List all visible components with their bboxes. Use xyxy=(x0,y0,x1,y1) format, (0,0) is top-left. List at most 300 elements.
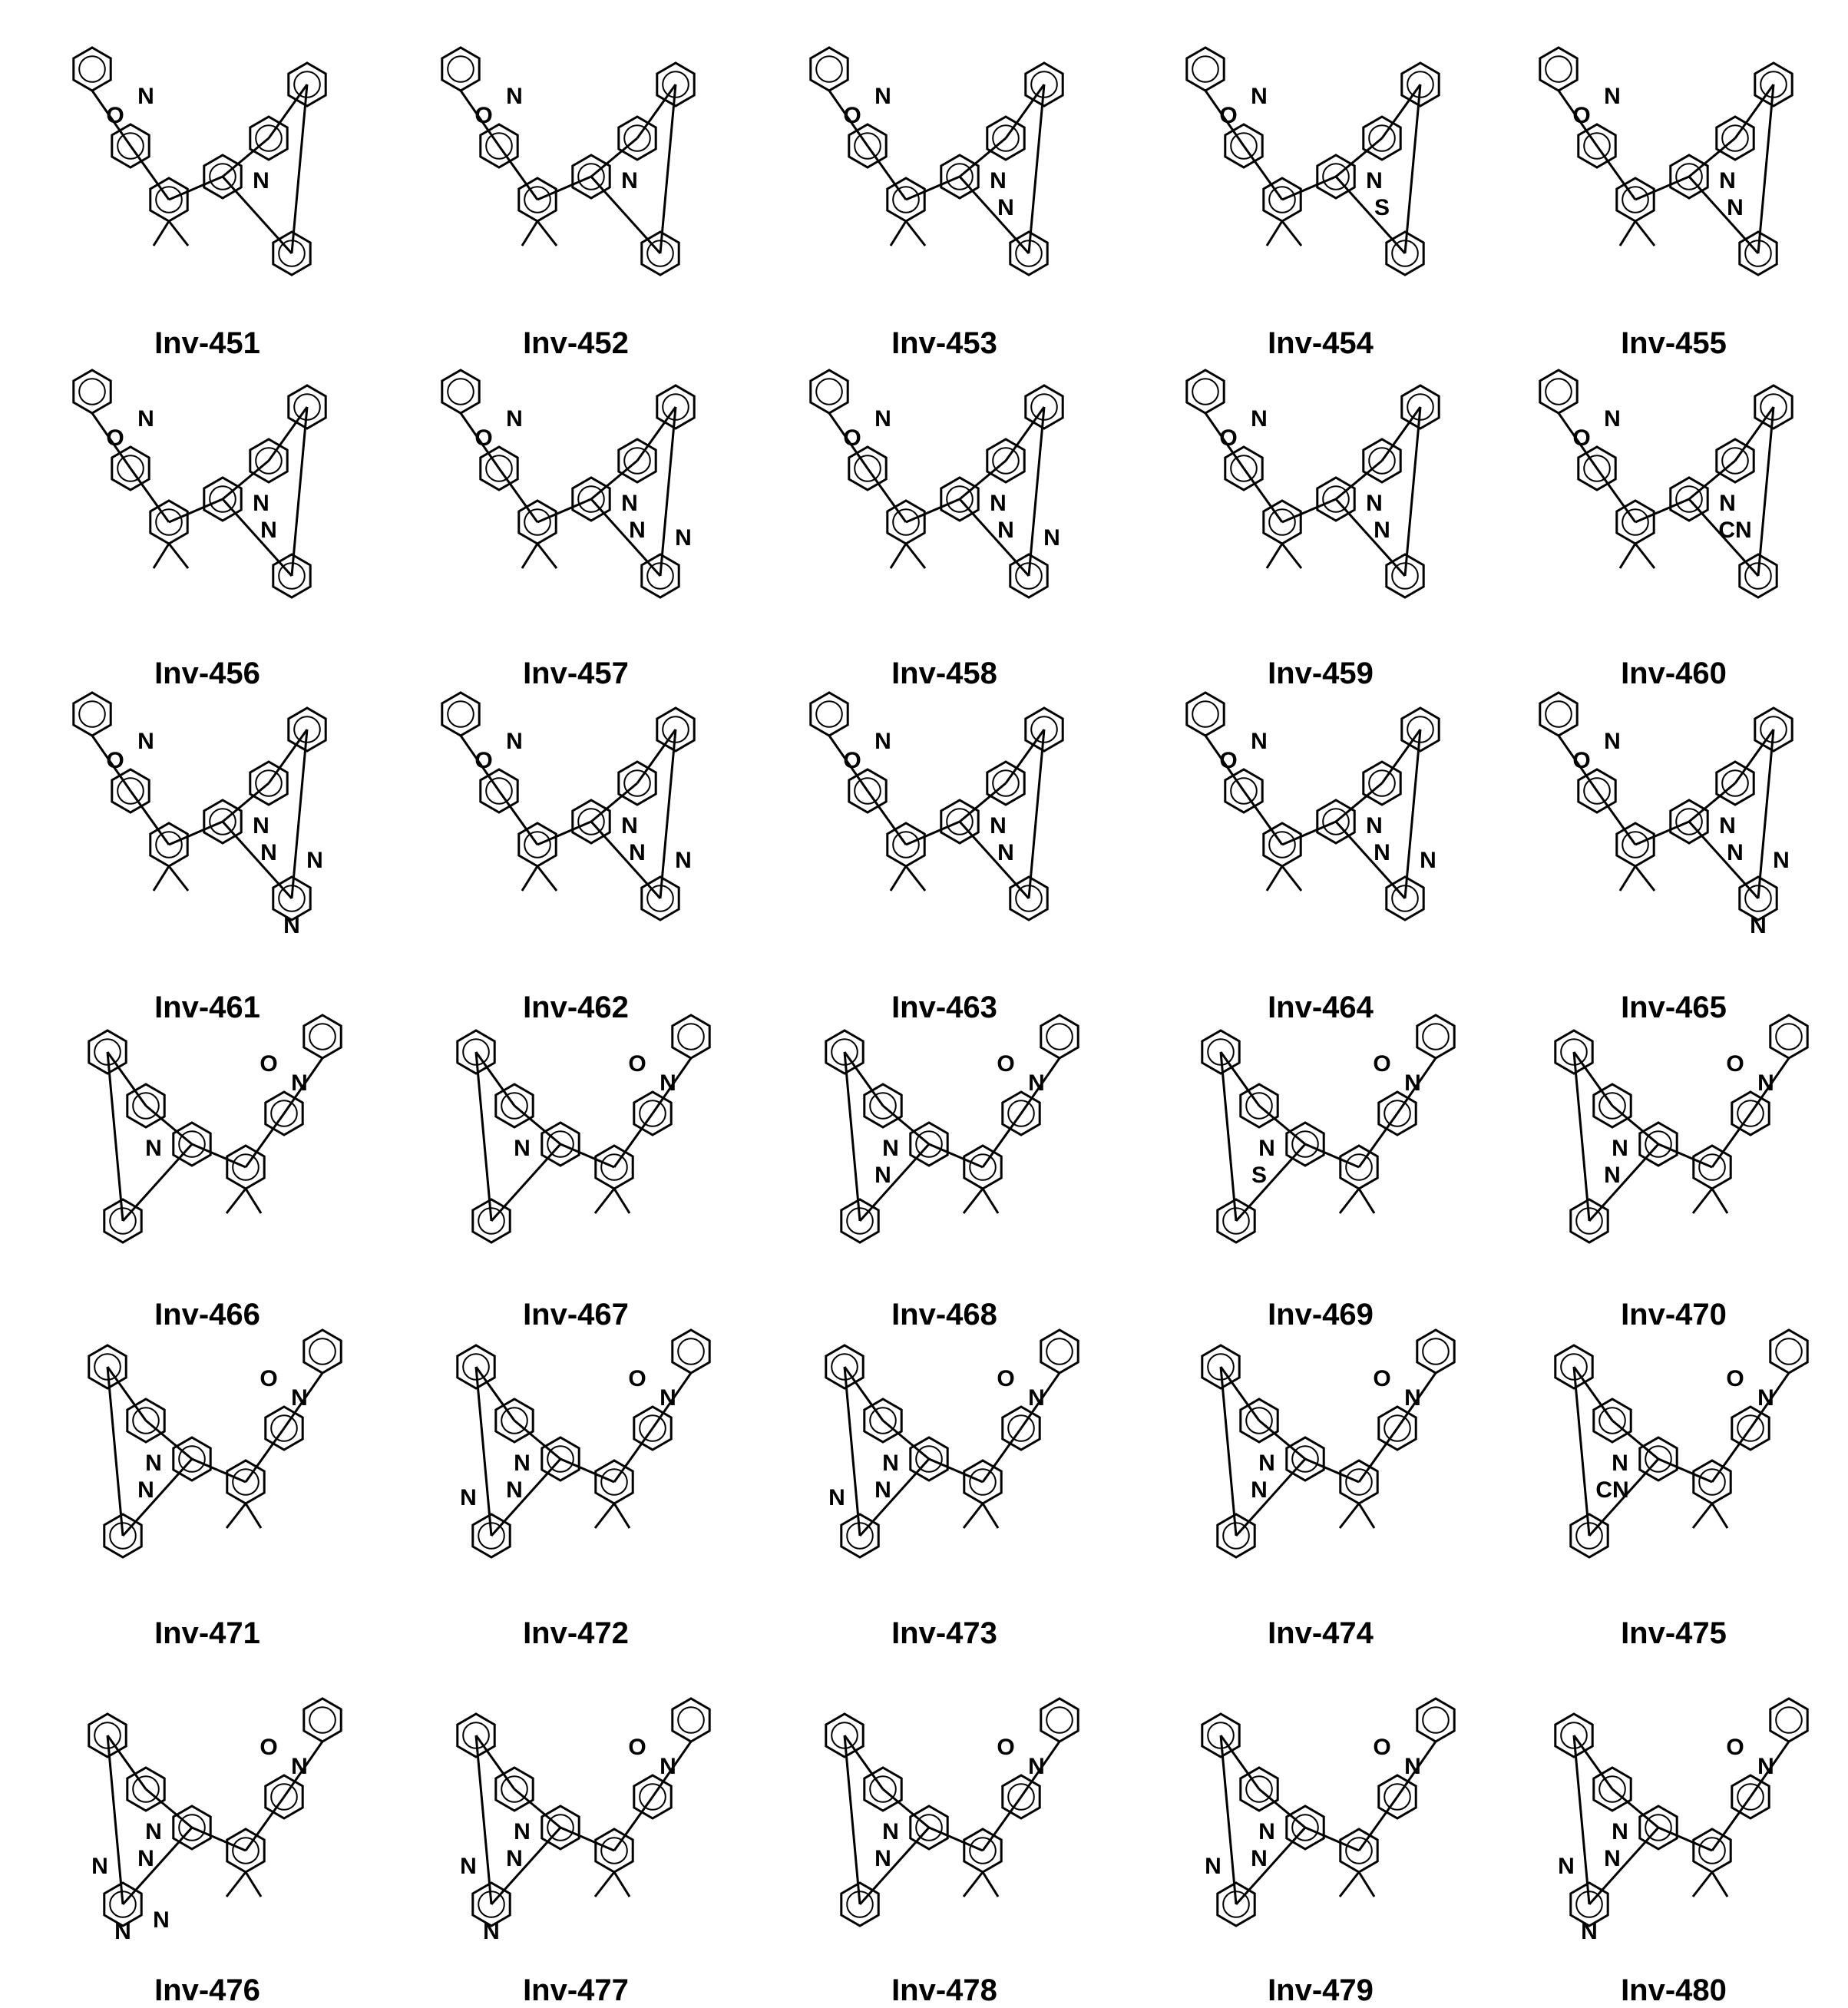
bond xyxy=(1340,1872,1359,1897)
bond xyxy=(246,1872,261,1897)
atom-label: N xyxy=(882,1136,899,1161)
atom-label: N xyxy=(1374,840,1390,865)
bond xyxy=(1574,1735,1589,1904)
bond xyxy=(1340,1189,1359,1213)
ring-aromatic xyxy=(1546,379,1572,405)
compound-label: Inv-453 xyxy=(775,326,1113,361)
structure-drawing xyxy=(1152,23,1489,307)
atom-label: N xyxy=(145,1451,162,1476)
compound-label: Inv-469 xyxy=(1152,1298,1489,1332)
atom-label: N xyxy=(621,491,638,516)
bond xyxy=(560,1828,614,1851)
ring-aromatic xyxy=(1046,1707,1073,1733)
bond xyxy=(292,84,307,253)
atom-label: O xyxy=(1726,1735,1744,1760)
atom-label: O xyxy=(1373,1051,1390,1077)
atom-label: O xyxy=(1572,425,1590,451)
bond xyxy=(154,221,169,246)
atom-label: N xyxy=(506,1846,523,1871)
bond xyxy=(845,1052,860,1221)
structure-drawing xyxy=(1505,1305,1843,1590)
atom-label: O xyxy=(1373,1366,1390,1391)
ring-aromatic xyxy=(309,1024,336,1050)
structure-drawing xyxy=(407,1674,745,1958)
compound-inv-451 xyxy=(38,23,376,346)
compound-label: Inv-451 xyxy=(38,326,376,361)
compound-label: Inv-467 xyxy=(407,1298,745,1332)
bond xyxy=(1574,1052,1589,1221)
structure-drawing xyxy=(1505,668,1843,952)
atom-label: N xyxy=(1727,840,1744,865)
atom-label: N xyxy=(1727,195,1744,220)
compound-label: Inv-480 xyxy=(1505,1973,1843,2008)
structure-drawing xyxy=(407,668,745,952)
atom-label: N xyxy=(675,848,692,873)
bond xyxy=(560,1459,614,1482)
bond xyxy=(107,1367,123,1536)
atom-label: O xyxy=(628,1366,646,1391)
atom-label: N xyxy=(1028,1754,1045,1779)
ring-aromatic xyxy=(1776,1707,1802,1733)
atom-label: N xyxy=(1750,913,1767,938)
structure-drawing xyxy=(38,23,376,307)
atom-label: N xyxy=(137,1477,154,1503)
bond xyxy=(169,822,223,845)
structure-drawing xyxy=(1505,23,1843,307)
bond xyxy=(906,499,960,522)
bond xyxy=(1574,1367,1589,1536)
atom-label: N xyxy=(660,1754,676,1779)
atom-label: N xyxy=(460,1485,477,1510)
bond xyxy=(476,1052,491,1221)
bond xyxy=(226,1189,246,1213)
atom-label: N xyxy=(137,406,154,432)
bond xyxy=(1029,407,1044,576)
compound-label: Inv-464 xyxy=(1152,991,1489,1025)
atom-label: N xyxy=(997,518,1014,543)
bond xyxy=(906,544,925,568)
atom-label: N xyxy=(91,1854,108,1879)
ring-aromatic xyxy=(1192,701,1218,727)
bond xyxy=(1658,1144,1712,1167)
atom-label: N xyxy=(506,84,523,109)
atom-label: N xyxy=(1757,1385,1774,1411)
atom-label: O xyxy=(260,1366,277,1391)
bond xyxy=(1267,866,1282,891)
atom-label: N xyxy=(137,1846,154,1871)
atom-label: N xyxy=(1604,729,1621,754)
compound-inv-463 xyxy=(775,668,1113,991)
bond xyxy=(1267,221,1282,246)
bond xyxy=(1635,544,1655,568)
bond xyxy=(1635,499,1689,522)
bond xyxy=(1620,866,1635,891)
atom-label: N xyxy=(882,1451,899,1476)
compound-inv-462 xyxy=(407,668,745,991)
bond xyxy=(1221,1052,1236,1221)
compound-label: Inv-465 xyxy=(1505,991,1843,1025)
bond xyxy=(1305,1459,1359,1482)
atom-label: O xyxy=(1373,1735,1390,1760)
atom-label: N xyxy=(990,491,1007,516)
atom-label: N xyxy=(1366,168,1383,194)
compound-label: Inv-458 xyxy=(775,657,1113,691)
bond xyxy=(614,1504,630,1528)
ring-aromatic xyxy=(678,1338,704,1365)
bond xyxy=(226,1872,246,1897)
compound-inv-461 xyxy=(38,668,376,991)
bond xyxy=(1635,221,1655,246)
atom-label: O xyxy=(628,1735,646,1760)
atom-label: S xyxy=(1374,195,1390,220)
atom-label: O xyxy=(997,1366,1014,1391)
ring-aromatic xyxy=(448,379,474,405)
atom-label: N xyxy=(997,840,1014,865)
atom-label: N xyxy=(253,813,269,839)
structure-drawing xyxy=(38,668,376,952)
compound-label: Inv-455 xyxy=(1505,326,1843,361)
ring-aromatic xyxy=(1546,701,1572,727)
ring-aromatic xyxy=(1046,1024,1073,1050)
atom-label: O xyxy=(1726,1051,1744,1077)
bond xyxy=(660,729,676,898)
bond xyxy=(1712,1872,1727,1897)
compound-inv-469 xyxy=(1152,991,1489,1313)
compound-label: Inv-456 xyxy=(38,657,376,691)
atom-label: N xyxy=(1251,1846,1268,1871)
bond xyxy=(1405,84,1420,253)
compound-label: Inv-475 xyxy=(1505,1616,1843,1651)
compound-inv-472 xyxy=(407,1305,745,1628)
atom-label: O xyxy=(1726,1366,1744,1391)
atom-label: N xyxy=(874,406,891,432)
atom-label: N xyxy=(1604,1846,1621,1871)
compound-label: Inv-466 xyxy=(38,1298,376,1332)
atom-label: N xyxy=(997,195,1014,220)
ring-aromatic xyxy=(309,1338,336,1365)
compound-inv-459 xyxy=(1152,346,1489,668)
ring-aromatic xyxy=(1776,1024,1802,1050)
atom-label: O xyxy=(260,1735,277,1760)
atom-label: N xyxy=(1028,1070,1045,1096)
structure-drawing xyxy=(1152,668,1489,952)
bond xyxy=(845,1367,860,1536)
ring-aromatic xyxy=(1546,56,1572,82)
atom-label: N xyxy=(675,525,692,551)
ring-aromatic xyxy=(1046,1338,1073,1365)
atom-label: N xyxy=(629,840,646,865)
bond xyxy=(929,1144,983,1167)
atom-label: N xyxy=(874,1846,891,1871)
bond xyxy=(1405,729,1420,898)
compound-label: Inv-459 xyxy=(1152,657,1489,691)
atom-label: N xyxy=(1604,84,1621,109)
bond xyxy=(154,544,169,568)
compound-label: Inv-452 xyxy=(407,326,745,361)
bond xyxy=(891,221,906,246)
bond xyxy=(595,1872,614,1897)
compound-label: Inv-463 xyxy=(775,991,1113,1025)
atom-label: O xyxy=(106,103,124,128)
atom-label: N xyxy=(660,1070,676,1096)
atom-label: O xyxy=(843,425,861,451)
structure-drawing xyxy=(775,1305,1113,1590)
compound-inv-458 xyxy=(775,346,1113,668)
compound-inv-478 xyxy=(775,1674,1113,1996)
bond xyxy=(169,177,223,200)
atom-label: N xyxy=(629,518,646,543)
compound-inv-475 xyxy=(1505,1305,1843,1628)
bond xyxy=(246,1189,261,1213)
atom-label: N xyxy=(874,729,891,754)
ring-aromatic xyxy=(79,379,105,405)
bond xyxy=(169,544,188,568)
compound-inv-470 xyxy=(1505,991,1843,1313)
compound-label: Inv-470 xyxy=(1505,1298,1843,1332)
atom-label: O xyxy=(997,1735,1014,1760)
bond xyxy=(964,1872,983,1897)
bond xyxy=(1405,407,1420,576)
bond xyxy=(614,1189,630,1213)
compound-inv-477 xyxy=(407,1674,745,1996)
structure-drawing xyxy=(407,1305,745,1590)
bond xyxy=(192,1459,246,1482)
atom-label: N xyxy=(1719,813,1736,839)
structure-drawing xyxy=(775,991,1113,1275)
bond xyxy=(614,1872,630,1897)
bond xyxy=(537,221,557,246)
atom-label: CN xyxy=(1718,518,1751,543)
ring-aromatic xyxy=(79,701,105,727)
structure-drawing xyxy=(775,346,1113,630)
atom-label: O xyxy=(997,1051,1014,1077)
atom-label: N xyxy=(506,1477,523,1503)
atom-label: N xyxy=(253,491,269,516)
bond xyxy=(983,1872,998,1897)
ring-aromatic xyxy=(816,701,842,727)
structure-drawing xyxy=(1152,346,1489,630)
compound-inv-455 xyxy=(1505,23,1843,346)
ring-aromatic xyxy=(448,56,474,82)
atom-label: N xyxy=(1366,491,1383,516)
bond xyxy=(1305,1144,1359,1167)
bond xyxy=(845,1735,860,1904)
atom-label: O xyxy=(1572,103,1590,128)
compound-inv-468 xyxy=(775,991,1113,1313)
bond xyxy=(1693,1504,1712,1528)
bond xyxy=(983,1504,998,1528)
ring-aromatic xyxy=(678,1024,704,1050)
compound-inv-471 xyxy=(38,1305,376,1628)
atom-label: N xyxy=(514,1136,531,1161)
atom-label: N xyxy=(1581,1919,1598,1944)
atom-label: N xyxy=(882,1819,899,1844)
ring-aromatic xyxy=(816,56,842,82)
atom-label: S xyxy=(1251,1163,1267,1188)
bond xyxy=(906,822,960,845)
bond xyxy=(929,1828,983,1851)
ring-aromatic xyxy=(448,701,474,727)
compound-label: Inv-460 xyxy=(1505,657,1843,691)
bond xyxy=(1221,1367,1236,1536)
atom-label: N xyxy=(990,813,1007,839)
atom-label: N xyxy=(1604,406,1621,432)
bond xyxy=(906,866,925,891)
atom-label: N xyxy=(874,1477,891,1503)
ring-aromatic xyxy=(1423,1707,1449,1733)
bond xyxy=(537,499,591,522)
atom-label: O xyxy=(474,103,492,128)
compound-inv-480 xyxy=(1505,1674,1843,1996)
bond xyxy=(1267,544,1282,568)
atom-label: O xyxy=(628,1051,646,1077)
structure-drawing xyxy=(1505,346,1843,630)
atom-label: N xyxy=(1612,1451,1628,1476)
atom-label: O xyxy=(843,103,861,128)
bond xyxy=(1282,177,1336,200)
compound-inv-457 xyxy=(407,346,745,668)
atom-label: N xyxy=(291,1070,308,1096)
ring-aromatic xyxy=(678,1707,704,1733)
atom-label: N xyxy=(1404,1754,1421,1779)
compound-inv-476 xyxy=(38,1674,376,1996)
bond xyxy=(522,221,537,246)
compound-inv-479 xyxy=(1152,1674,1489,1996)
bond xyxy=(522,544,537,568)
atom-label: O xyxy=(106,748,124,773)
bond xyxy=(595,1189,614,1213)
atom-label: N xyxy=(514,1819,531,1844)
bond xyxy=(1359,1189,1374,1213)
atom-label: N xyxy=(874,84,891,109)
bond xyxy=(1282,499,1336,522)
compound-label: Inv-479 xyxy=(1152,1973,1489,2008)
atom-label: N xyxy=(660,1385,676,1411)
bond xyxy=(1635,866,1655,891)
bond xyxy=(537,822,591,845)
atom-label: N xyxy=(1757,1070,1774,1096)
bond xyxy=(1221,1735,1236,1904)
bond xyxy=(1282,544,1301,568)
bond xyxy=(476,1735,491,1904)
ring-aromatic xyxy=(79,56,105,82)
compound-inv-464 xyxy=(1152,668,1489,991)
atom-label: N xyxy=(260,518,277,543)
ring-aromatic xyxy=(1192,56,1218,82)
compound-inv-465 xyxy=(1505,668,1843,991)
ring-aromatic xyxy=(1776,1338,1802,1365)
atom-label: N xyxy=(621,813,638,839)
bond xyxy=(660,84,676,253)
bond xyxy=(929,1459,983,1482)
atom-label: N xyxy=(1612,1136,1628,1161)
atom-label: N xyxy=(283,913,300,938)
atom-label: N xyxy=(1773,848,1790,873)
bond xyxy=(1282,221,1301,246)
atom-label: O xyxy=(1219,748,1237,773)
bond xyxy=(292,407,307,576)
atom-label: N xyxy=(1258,1451,1275,1476)
compound-inv-456 xyxy=(38,346,376,668)
bond xyxy=(560,1144,614,1167)
atom-label: N xyxy=(1558,1854,1575,1879)
atom-label: N xyxy=(291,1754,308,1779)
atom-label: N xyxy=(1404,1385,1421,1411)
atom-label: N xyxy=(1251,1477,1268,1503)
bond xyxy=(1758,84,1774,253)
bond xyxy=(1693,1872,1712,1897)
bond xyxy=(891,866,906,891)
bond xyxy=(107,1052,123,1221)
bond xyxy=(1693,1189,1712,1213)
bond xyxy=(1340,1504,1359,1528)
atom-label: N xyxy=(1404,1070,1421,1096)
atom-label: O xyxy=(1219,103,1237,128)
structure-drawing xyxy=(38,1305,376,1590)
structure-drawing xyxy=(38,346,376,630)
bond xyxy=(169,221,188,246)
compound-inv-453 xyxy=(775,23,1113,346)
compound-inv-474 xyxy=(1152,1305,1489,1628)
bond xyxy=(1635,177,1689,200)
compound-inv-467 xyxy=(407,991,745,1313)
compound-label: Inv-471 xyxy=(38,1616,376,1651)
structure-drawing xyxy=(407,23,745,307)
bond xyxy=(476,1367,491,1536)
structure-drawing xyxy=(775,668,1113,952)
compound-label: Inv-454 xyxy=(1152,326,1489,361)
atom-label: N xyxy=(253,168,269,194)
atom-label: N xyxy=(1420,848,1436,873)
compound-label: Inv-468 xyxy=(775,1298,1113,1332)
compound-label: Inv-473 xyxy=(775,1616,1113,1651)
compound-label: Inv-477 xyxy=(407,1973,745,2008)
bond xyxy=(906,221,925,246)
bond xyxy=(192,1828,246,1851)
atom-label: N xyxy=(1028,1385,1045,1411)
compound-label: Inv-476 xyxy=(38,1973,376,2008)
structure-drawing xyxy=(1152,991,1489,1275)
bond xyxy=(964,1504,983,1528)
bond xyxy=(891,544,906,568)
bond xyxy=(1758,407,1774,576)
bond xyxy=(1029,729,1044,898)
bond xyxy=(246,1504,261,1528)
bond xyxy=(660,407,676,576)
bond xyxy=(522,866,537,891)
compound-label: Inv-462 xyxy=(407,991,745,1025)
structure-drawing xyxy=(1505,1674,1843,1958)
atom-label: N xyxy=(1258,1136,1275,1161)
atom-label: N xyxy=(874,1163,891,1188)
bond xyxy=(964,1189,983,1213)
atom-label: N xyxy=(514,1451,531,1476)
atom-label: N xyxy=(506,729,523,754)
bond xyxy=(1359,1872,1374,1897)
atom-label: N xyxy=(145,1819,162,1844)
atom-label: N xyxy=(291,1385,308,1411)
atom-label: N xyxy=(621,168,638,194)
compound-inv-452 xyxy=(407,23,745,346)
atom-label: N xyxy=(1251,729,1268,754)
ring-aromatic xyxy=(309,1707,336,1733)
bond xyxy=(192,1144,246,1167)
atom-label: O xyxy=(1219,425,1237,451)
atom-label: N xyxy=(506,406,523,432)
bond xyxy=(537,866,557,891)
bond xyxy=(1712,1189,1727,1213)
compound-inv-473 xyxy=(775,1305,1113,1628)
